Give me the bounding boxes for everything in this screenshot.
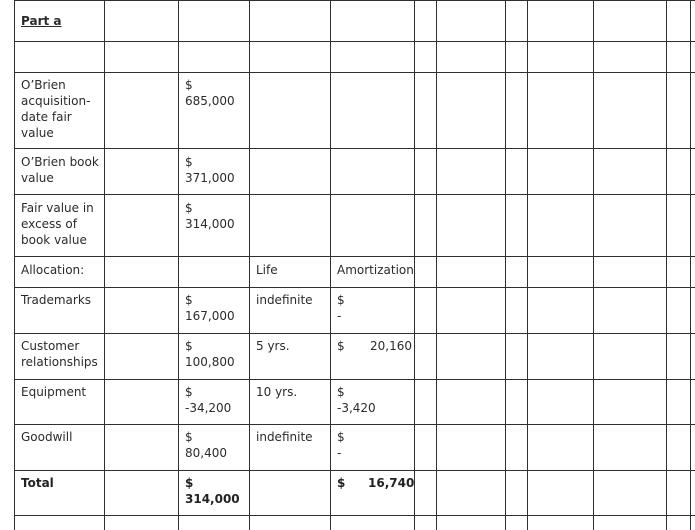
label-line: book value	[21, 233, 87, 247]
section-title: Part a	[21, 14, 62, 28]
grid-line	[593, 0, 594, 530]
currency-symbol: $	[185, 293, 193, 307]
grid-line	[14, 0, 15, 530]
grid-line	[505, 0, 506, 530]
row-label-allocation: Allocation:	[21, 263, 85, 277]
label-line: excess of	[21, 217, 77, 231]
currency-symbol: $	[185, 339, 193, 353]
grid-line	[14, 41, 695, 42]
label-line: value	[21, 126, 54, 140]
grid-line	[14, 287, 695, 288]
row-label-total: Total	[21, 476, 54, 490]
goodwill-amortization	[337, 429, 345, 461]
row-label-fair-value	[21, 77, 90, 141]
grid-line	[527, 0, 528, 530]
currency-symbol: $	[337, 430, 345, 444]
grid-line	[14, 72, 695, 73]
row-label-goodwill: Goodwill	[21, 430, 73, 444]
label-line: Fair value in	[21, 201, 94, 215]
header-amortization: Amortization	[337, 263, 414, 277]
grid-line	[414, 0, 415, 530]
grid-line	[436, 0, 437, 530]
book-value-amount	[185, 154, 235, 186]
customer-amount	[185, 338, 235, 370]
amortization-value: -3,420	[337, 401, 376, 415]
grid-line	[14, 424, 695, 425]
total-amortization-currency: $	[337, 476, 346, 490]
customer-life: 5 yrs.	[256, 339, 290, 353]
customer-amortization-value: 20,160	[370, 339, 412, 353]
amount-value: 80,400	[185, 446, 227, 460]
amount-value: 100,800	[185, 355, 235, 369]
grid-line	[14, 0, 695, 1]
currency-symbol: $	[185, 430, 193, 444]
currency-symbol: $	[337, 385, 345, 399]
grid-line	[249, 0, 250, 530]
equipment-life: 10 yrs.	[256, 385, 298, 399]
grid-line	[14, 515, 695, 516]
row-label-trademarks: Trademarks	[21, 293, 92, 307]
grid-line	[14, 194, 695, 195]
customer-amortization-currency: $	[337, 339, 345, 353]
equipment-amount	[185, 384, 231, 416]
currency-symbol: $	[185, 155, 193, 169]
label-line: value	[21, 171, 54, 185]
equipment-amortization	[337, 384, 376, 416]
amount-value: 371,000	[185, 171, 235, 185]
label-line: O’Brien book	[21, 155, 99, 169]
excess-amount	[185, 200, 235, 232]
currency-symbol: $	[185, 201, 193, 215]
goodwill-amount	[185, 429, 227, 461]
grid-line	[690, 0, 691, 530]
currency-symbol: $	[185, 385, 193, 399]
grid-line	[14, 256, 695, 257]
currency-symbol: $	[185, 78, 193, 92]
amount-value: 314,000	[185, 492, 240, 506]
row-label-customer-relationships	[21, 338, 98, 370]
grid-line	[666, 0, 667, 530]
trademarks-life: indefinite	[256, 293, 313, 307]
row-label-excess	[21, 200, 94, 248]
grid-line	[14, 148, 695, 149]
amount-value: 685,000	[185, 94, 235, 108]
amount-value: -34,200	[185, 401, 232, 415]
amortization-value: -	[337, 309, 342, 323]
total-amount	[185, 475, 240, 507]
label-line: date fair	[21, 110, 72, 124]
amount-value: 167,000	[185, 309, 235, 323]
amount-value: 314,000	[185, 217, 235, 231]
trademarks-amount	[185, 292, 235, 324]
amortization-value: -	[337, 446, 342, 460]
grid-line	[14, 470, 695, 471]
label-line: acquisition-	[21, 94, 91, 108]
grid-line	[178, 0, 179, 530]
grid-line	[14, 379, 695, 380]
row-label-equipment: Equipment	[21, 385, 87, 399]
label-line: O’Brien	[21, 78, 66, 92]
label-line: relationships	[21, 355, 98, 369]
trademarks-amortization	[337, 292, 345, 324]
total-amortization-value: 16,740	[368, 476, 415, 490]
row-label-book-value	[21, 154, 99, 186]
fair-value-amount	[185, 77, 235, 109]
grid-line	[330, 0, 331, 530]
grid-line	[104, 0, 105, 530]
label-line: Customer	[21, 339, 80, 353]
goodwill-life: indefinite	[256, 430, 313, 444]
currency-symbol: $	[185, 476, 194, 490]
grid-line	[14, 333, 695, 334]
header-life: Life	[256, 263, 278, 277]
currency-symbol: $	[337, 293, 345, 307]
